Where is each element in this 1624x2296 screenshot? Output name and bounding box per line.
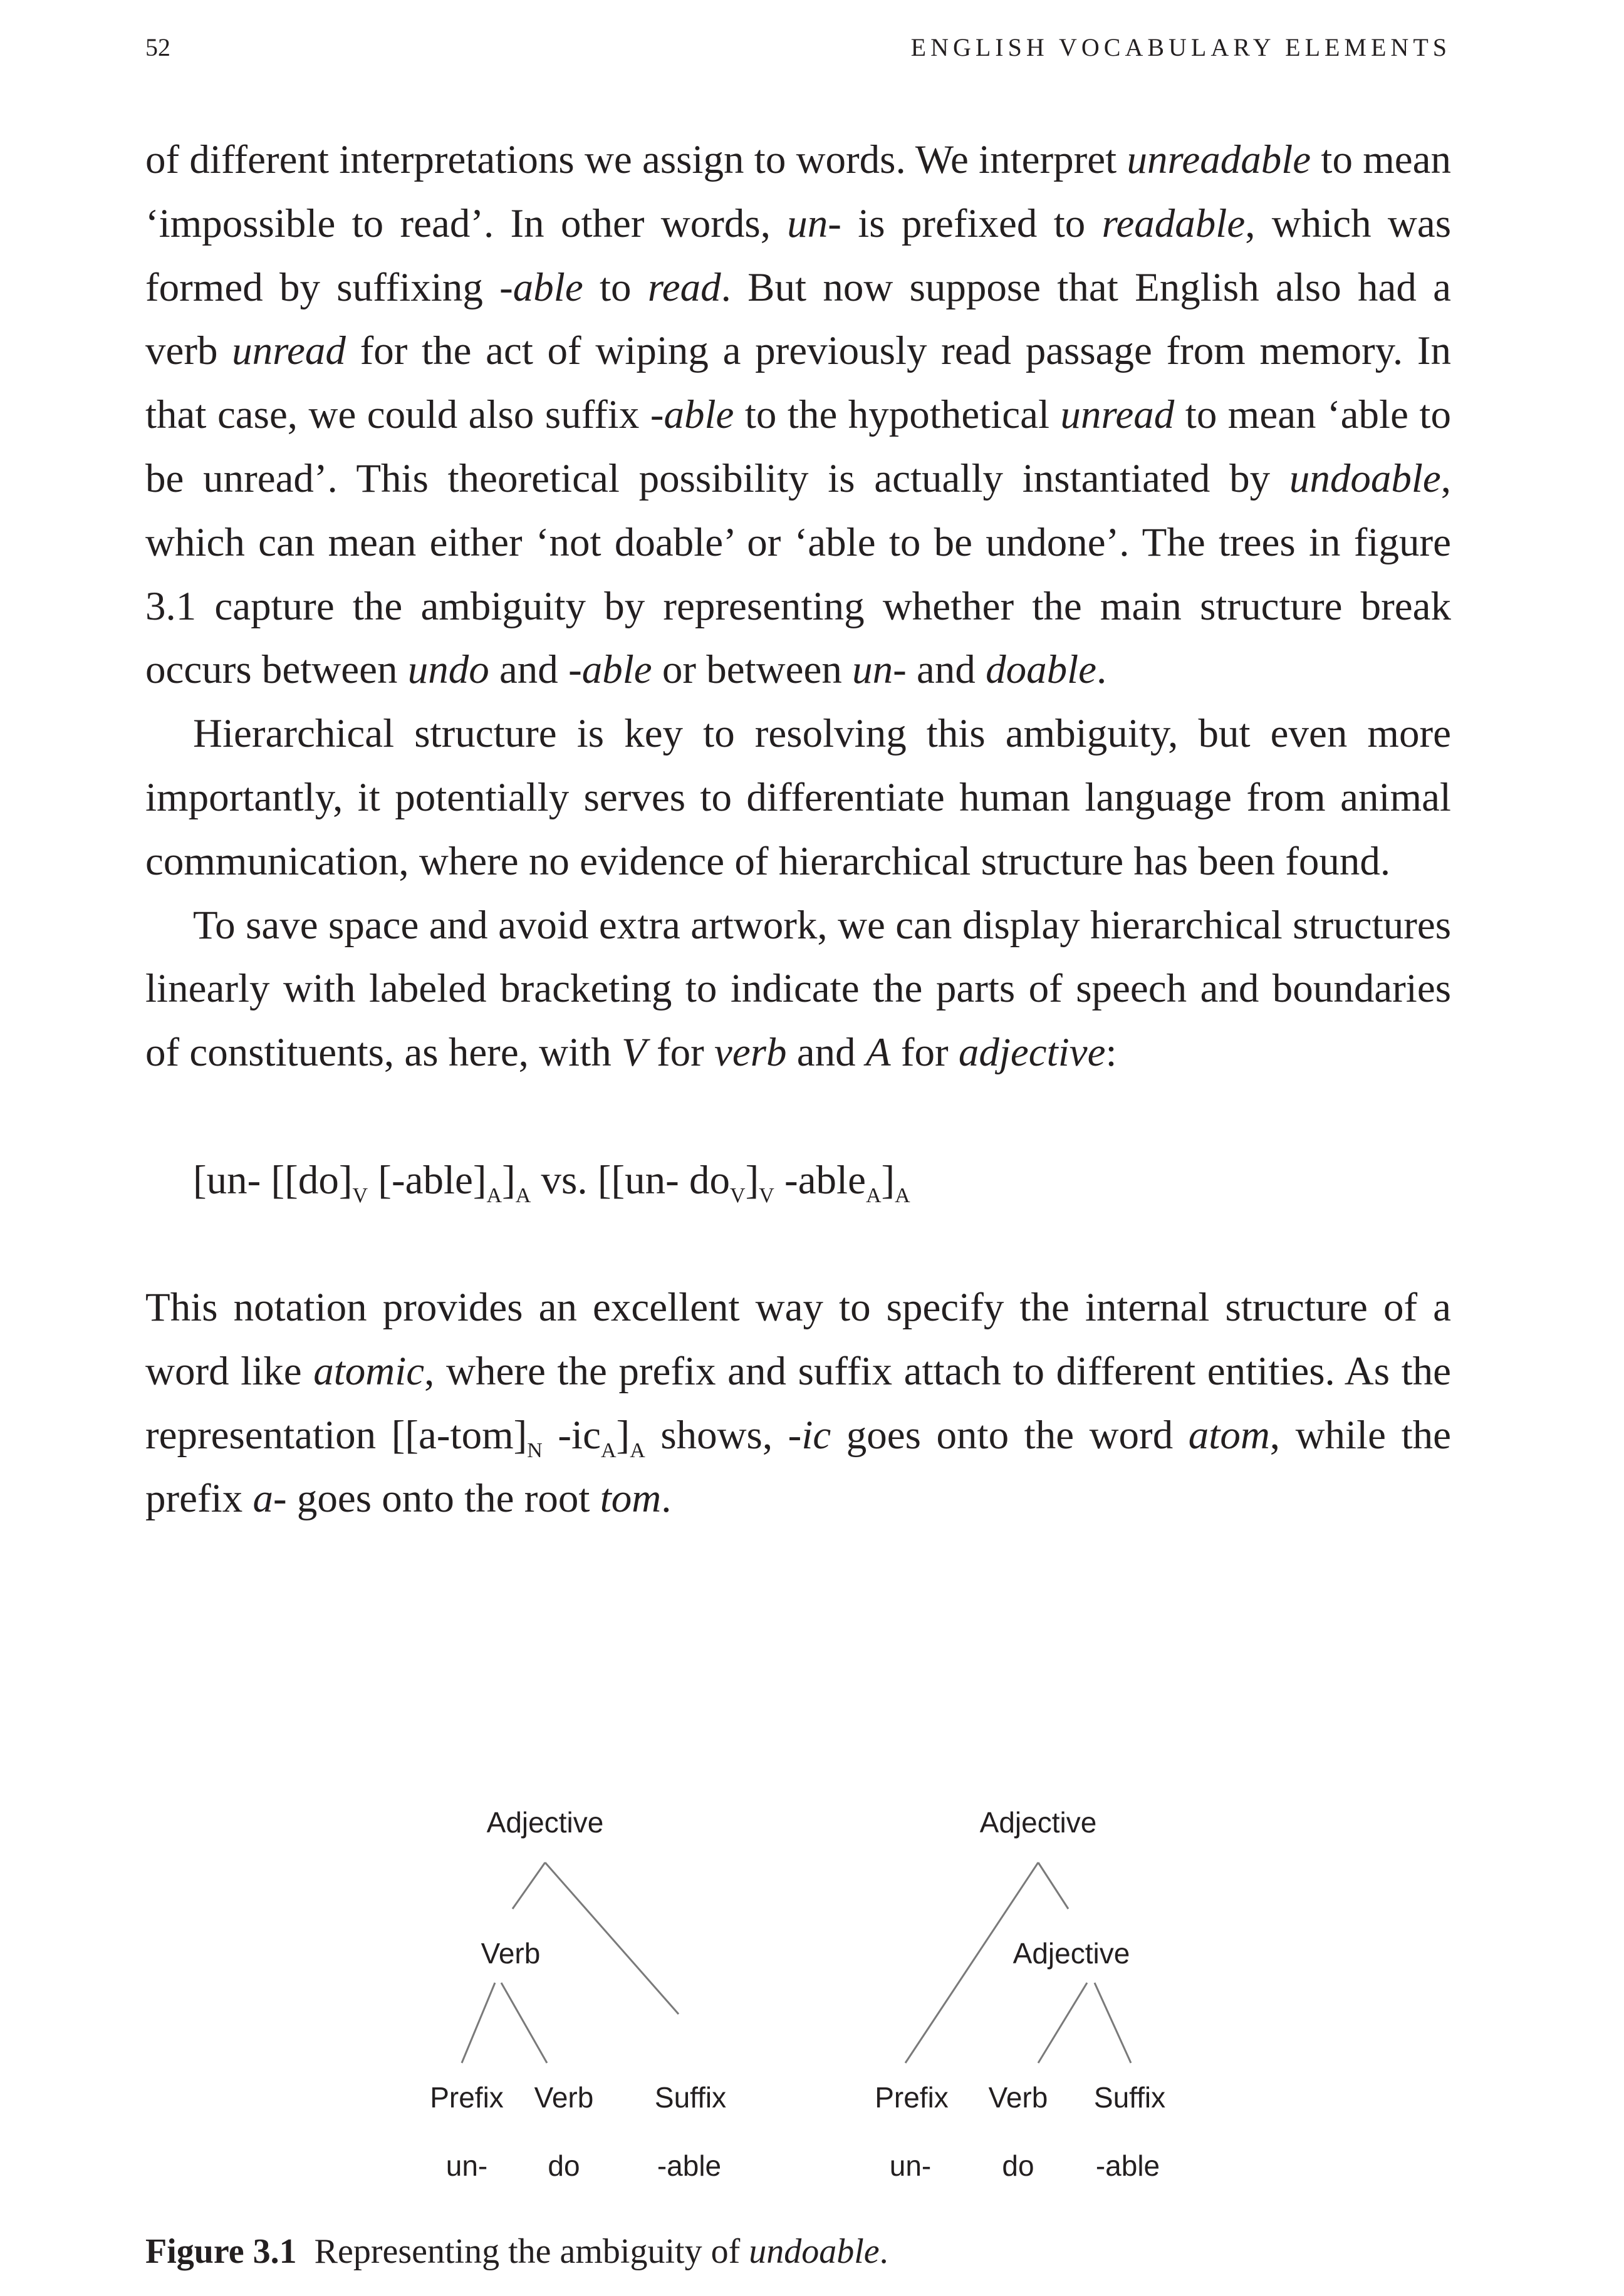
italic-term: unread bbox=[232, 328, 346, 374]
right-tree-category-suffix: Suffix bbox=[1093, 2081, 1166, 2114]
left-tree-category-verb: Verb bbox=[534, 2081, 594, 2114]
tree-edge bbox=[545, 1862, 679, 2014]
text-run: . bbox=[661, 1476, 672, 1522]
text-run: and bbox=[489, 647, 569, 693]
left-tree-category-prefix: Prefix bbox=[430, 2081, 504, 2114]
tree-edge bbox=[501, 1983, 547, 2063]
text-run: for the act of wiping a previously read passage from memory. In that case, we could also suffix bbox=[145, 328, 1451, 438]
tree-edge bbox=[1038, 1983, 1087, 2063]
category-subscript: A bbox=[515, 1183, 531, 1207]
paragraph-p3 bbox=[145, 894, 1451, 1085]
text-run: for bbox=[646, 1030, 714, 1076]
text-run: . bbox=[1096, 647, 1107, 693]
category-subscript: N bbox=[527, 1438, 543, 1462]
category-subscript: V bbox=[730, 1183, 746, 1207]
text-run: and bbox=[786, 1030, 866, 1076]
text-run: goes onto the root bbox=[286, 1476, 600, 1522]
text-run: is prefixed to bbox=[841, 200, 1102, 246]
text-run: : bbox=[1105, 1030, 1117, 1076]
text-run: to bbox=[583, 264, 648, 310]
category-subscript: V bbox=[759, 1183, 774, 1207]
text-run: , which was formed by suffixing bbox=[145, 200, 1451, 310]
left-tree-morpheme-un: un- bbox=[445, 2149, 488, 2182]
text-run: To save space and avoid extra artwork, we can display hierarchical structures linearly with labeled bracketing to indicate the parts of speech and boundaries of constituents, as here, with bbox=[145, 902, 1451, 1076]
figure-caption bbox=[145, 2231, 888, 2272]
italic-term: V bbox=[621, 1030, 647, 1076]
right-tree-root-label: Adjective bbox=[979, 1806, 1097, 1839]
left-tree-category-suffix: Suffix bbox=[654, 2081, 727, 2114]
text-run: to mean ‘impossible to read’. In other words, bbox=[145, 137, 1451, 246]
text-run: -able bbox=[774, 1157, 866, 1203]
category-subscript: A bbox=[600, 1438, 617, 1462]
tree-edge bbox=[1038, 1862, 1068, 1909]
text-run: to the hypothetical bbox=[734, 392, 1061, 438]
italic-term: read bbox=[647, 264, 721, 310]
category-subscript: A bbox=[865, 1183, 882, 1207]
text-run: ] bbox=[616, 1412, 630, 1458]
text-run: or between bbox=[652, 647, 853, 693]
paragraph-p1 bbox=[145, 128, 1451, 702]
running-header: ENGLISH VOCABULARY ELEMENTS bbox=[910, 33, 1451, 61]
right-tree-morpheme-do: do bbox=[1002, 2149, 1034, 2182]
text-run: and bbox=[906, 647, 986, 693]
text-run: ] bbox=[881, 1157, 895, 1203]
category-subscript: A bbox=[486, 1183, 502, 1207]
italic-term: -able bbox=[568, 647, 652, 693]
text-run: ] bbox=[502, 1157, 516, 1203]
text-run: Hierarchical structure is key to resolving this ambiguity, but even more importantly, it potentially serves to differentiate human language from animal communication, where no evidence of hierarchical structure has been found. bbox=[145, 711, 1451, 884]
italic-term: a- bbox=[252, 1476, 287, 1522]
italic-term: doable bbox=[986, 647, 1097, 693]
italic-term: verb bbox=[714, 1030, 787, 1076]
figure-caption-end: . bbox=[879, 2232, 888, 2271]
left-tree-root-label: Adjective bbox=[486, 1806, 604, 1839]
bracket-notation-block bbox=[145, 1085, 1451, 1276]
tree-edge bbox=[1095, 1983, 1131, 2063]
left-tree-intermediate-label: Verb bbox=[481, 1937, 541, 1970]
italic-term: unread bbox=[1060, 392, 1175, 438]
category-subscript: A bbox=[895, 1183, 910, 1207]
text-run: [un- [[do] bbox=[193, 1157, 353, 1203]
right-tree-category-prefix: Prefix bbox=[875, 2081, 949, 2114]
text-run: of different interpretations we assign to words. We interpret bbox=[145, 137, 1127, 182]
figure-caption-text: Representing the ambiguity of bbox=[314, 2232, 749, 2271]
tree-edge bbox=[462, 1983, 495, 2063]
text-run: -ic bbox=[542, 1412, 601, 1458]
left-tree-morpheme-do: do bbox=[548, 2149, 580, 2182]
italic-term: undo bbox=[407, 647, 489, 693]
italic-term: un- bbox=[787, 200, 841, 246]
italic-term: atomic bbox=[313, 1348, 425, 1394]
text-run: . But now suppose that English also had a verb bbox=[145, 264, 1451, 374]
text-run: ] bbox=[745, 1157, 759, 1203]
italic-term: un- bbox=[852, 647, 907, 693]
tree-diagram bbox=[0, 1792, 1624, 2193]
figure-caption-italic: undoable bbox=[749, 2232, 880, 2271]
bracket-notation bbox=[145, 1149, 910, 1213]
italic-term: -able bbox=[650, 392, 734, 438]
body-text bbox=[145, 128, 1451, 1531]
page-number: 52 bbox=[145, 33, 170, 61]
text-run: vs. [[un- do bbox=[531, 1157, 731, 1203]
text-run: , where the prefix and suffix attach to different entities. As the representation [[a-tom] bbox=[145, 1348, 1451, 1458]
text-run: This notation provides an excellent way to specify the internal structure of a word like bbox=[145, 1284, 1451, 1394]
category-subscript: A bbox=[630, 1438, 645, 1462]
italic-term: atom bbox=[1188, 1412, 1270, 1458]
paragraph-p4 bbox=[145, 1276, 1451, 1531]
text-run: [-able] bbox=[368, 1157, 487, 1203]
paragraph-p2 bbox=[145, 702, 1451, 893]
italic-term: readable bbox=[1101, 200, 1246, 246]
right-tree-morpheme-able: -able bbox=[1095, 2149, 1160, 2182]
tree-edge bbox=[513, 1862, 545, 1909]
italic-term: undoable bbox=[1289, 455, 1441, 501]
italic-term: unreadable bbox=[1127, 137, 1311, 182]
right-tree-category-verb: Verb bbox=[988, 2081, 1048, 2114]
right-tree-morpheme-un: un- bbox=[889, 2149, 932, 2182]
right-tree-intermediate-label: Adjective bbox=[1012, 1937, 1130, 1970]
italic-term: -ic bbox=[788, 1412, 831, 1458]
left-tree-morpheme-able: -able bbox=[657, 2149, 722, 2182]
figure-3-1 bbox=[0, 1792, 1624, 2193]
italic-term: -able bbox=[499, 264, 583, 310]
text-run: to mean ‘able to be unread’. This theoretical possibility is actually instantiated by bbox=[145, 392, 1451, 501]
italic-term: tom bbox=[600, 1476, 662, 1522]
text-run: , which can mean either ‘not doable’ or ‘able to be undone’. The trees in figure 3.1 capture the ambiguity by representing whether the main structure break occurs between bbox=[145, 455, 1451, 693]
italic-term: A bbox=[865, 1030, 891, 1076]
figure-caption-label: Figure 3.1 bbox=[145, 2232, 297, 2271]
text-run: for bbox=[890, 1030, 959, 1076]
category-subscript: V bbox=[352, 1183, 368, 1207]
text-run: goes onto the word bbox=[831, 1412, 1189, 1458]
text-run: shows, bbox=[645, 1412, 788, 1458]
italic-term: adjective bbox=[958, 1030, 1106, 1076]
text-run: , while the prefix bbox=[145, 1412, 1451, 1522]
